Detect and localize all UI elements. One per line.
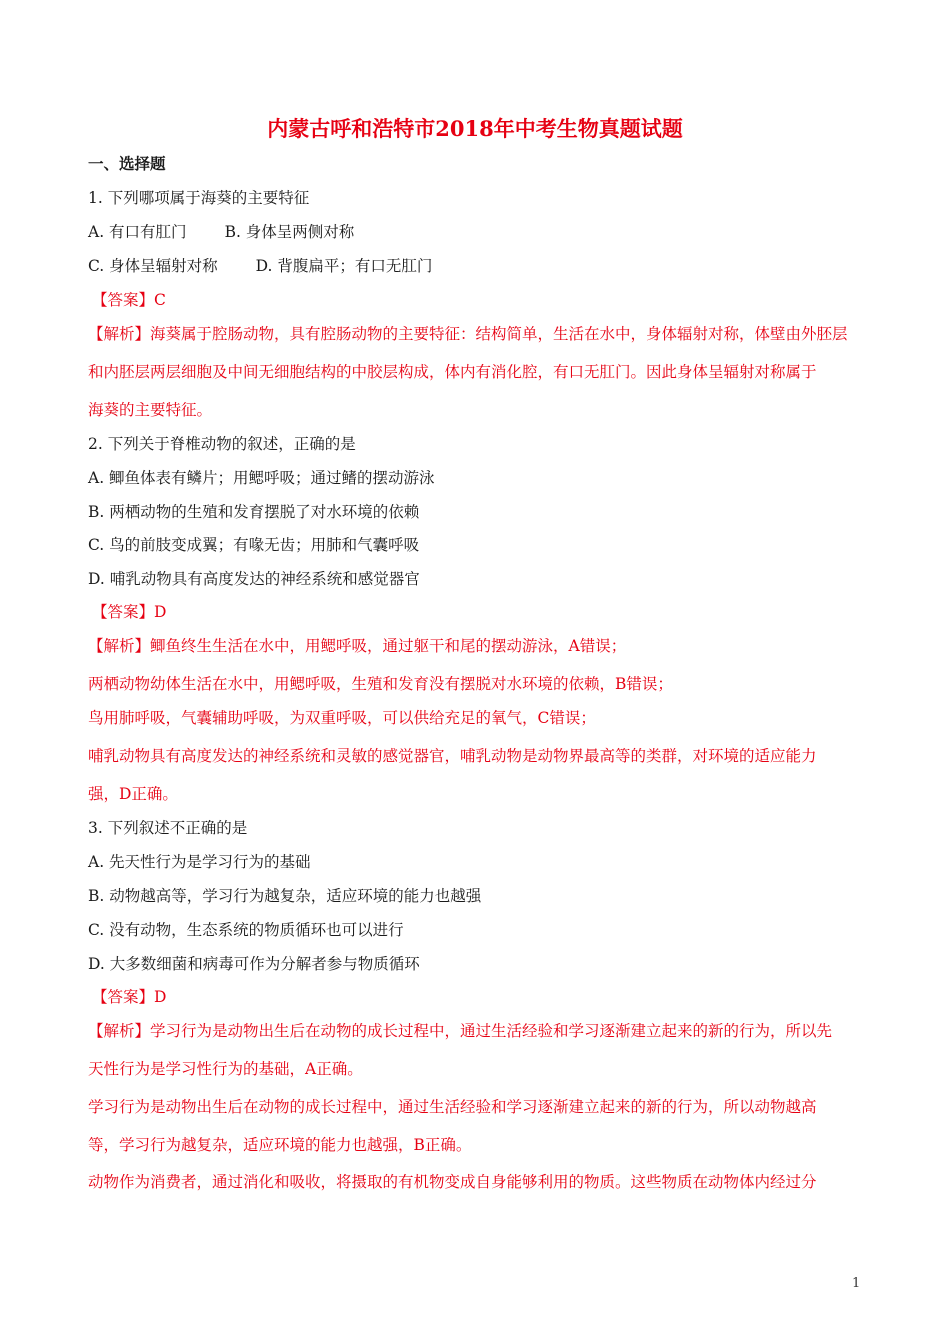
question-3-explanation-line-3: 学习行为是动物出生后在动物的成长过程中，通过生活经验和学习逐渐建立起来的新的行为，所以动物越高 [88,1098,817,1116]
question-2-explanation-line-5: 强，D正确。 [88,785,178,803]
question-3-option-d: D. 大多数细菌和病毒可作为分解者参与物质循环 [88,955,420,973]
explanation-tag: 【解析】 [88,1022,151,1040]
question-2-explanation-line-1 [88,634,626,658]
question-2-option-b: B. 两栖动物的生殖和发育摆脱了对水环境的依赖 [88,503,420,521]
section-heading: 一、选择题 [88,154,166,173]
question-3-explanation-line-1 [88,1019,832,1043]
question-2-explanation-line-2: 两栖动物幼体生活在水中，用鳃呼吸，生殖和发育没有摆脱对水环境的依赖，B错误； [88,675,673,693]
explanation-text: 海葵属于腔肠动物，具有腔肠动物的主要特征：结构简单，生活在水中，身体辐射对称，体壁由外胚层 [150,325,848,343]
question-3-option-b: B. 动物越高等，学习行为越复杂，适应环境的能力也越强 [88,887,482,905]
question-1-stem: 1. 下列哪项属于海葵的主要特征 [88,189,310,207]
question-1-explanation-line-1 [88,322,848,346]
option-a: A. 有口有肛门 [88,223,187,241]
question-1-answer: 【答案】C [92,291,166,309]
question-2-answer: 【答案】D [92,603,167,621]
question-3-explanation-line-4: 等，学习行为越复杂，适应环境的能力也越强，B正确。 [88,1136,472,1154]
explanation-tag: 【解析】 [88,325,151,343]
question-2-explanation-line-4: 哺乳动物具有高度发达的神经系统和灵敏的感觉器官，哺乳动物是动物界最高等的类群，对环境的适应能力 [88,747,817,765]
question-3-stem: 3. 下列叙述不正确的是 [88,819,248,837]
page-title: 内蒙古呼和浩特市2018年中考生物真题试题 [267,116,683,141]
explanation-text: 鲫鱼终生生活在水中，用鳃呼吸，通过躯干和尾的摆动游泳，A错误； [150,637,627,655]
question-3-explanation-line-5: 动物作为消费者，通过消化和吸收，将摄取的有机物变成自身能够利用的物质。这些物质在动物体内经过分 [88,1173,817,1191]
question-2-option-d: D. 哺乳动物具有高度发达的神经系统和感觉器官 [88,570,420,588]
page-number: 1 [852,1276,861,1291]
question-2-stem: 2. 下列关于脊椎动物的叙述，正确的是 [88,435,356,453]
question-2-option-c: C. 鸟的前肢变成翼；有喙无齿；用肺和气囊呼吸 [88,536,420,554]
question-2-option-a: A. 鲫鱼体表有鳞片；用鳃呼吸；通过鳍的摆动游泳 [88,469,435,487]
question-2-explanation-line-3: 鸟用肺呼吸，气囊辅助呼吸，为双重呼吸，可以供给充足的氧气，C错误； [88,709,596,727]
question-1-options-row-1 [88,220,354,244]
question-1-explanation-line-2: 和内胚层两层细胞及中间无细胞结构的中胶层构成，体内有消化腔，有口无肛门。因此身体呈辐射对称属于 [88,363,817,381]
question-3-explanation-line-2: 天性行为是学习性行为的基础，A正确。 [88,1060,363,1078]
explanation-tag: 【解析】 [88,637,151,655]
explanation-text: 学习行为是动物出生后在动物的成长过程中，通过生活经验和学习逐渐建立起来的新的行为，所以先 [150,1022,833,1040]
question-1-options-row-2 [88,254,432,278]
option-d: D. 背腹扁平；有口无肛门 [255,257,433,275]
option-c: C. 身体呈辐射对称 [88,257,218,275]
question-3-answer: 【答案】D [92,988,167,1006]
question-1-explanation-line-3: 海葵的主要特征。 [88,401,213,419]
option-b: B. 身体呈两侧对称 [224,223,355,241]
question-3-option-a: A. 先天性行为是学习行为的基础 [88,853,311,871]
question-3-option-c: C. 没有动物，生态系统的物质循环也可以进行 [88,921,404,939]
